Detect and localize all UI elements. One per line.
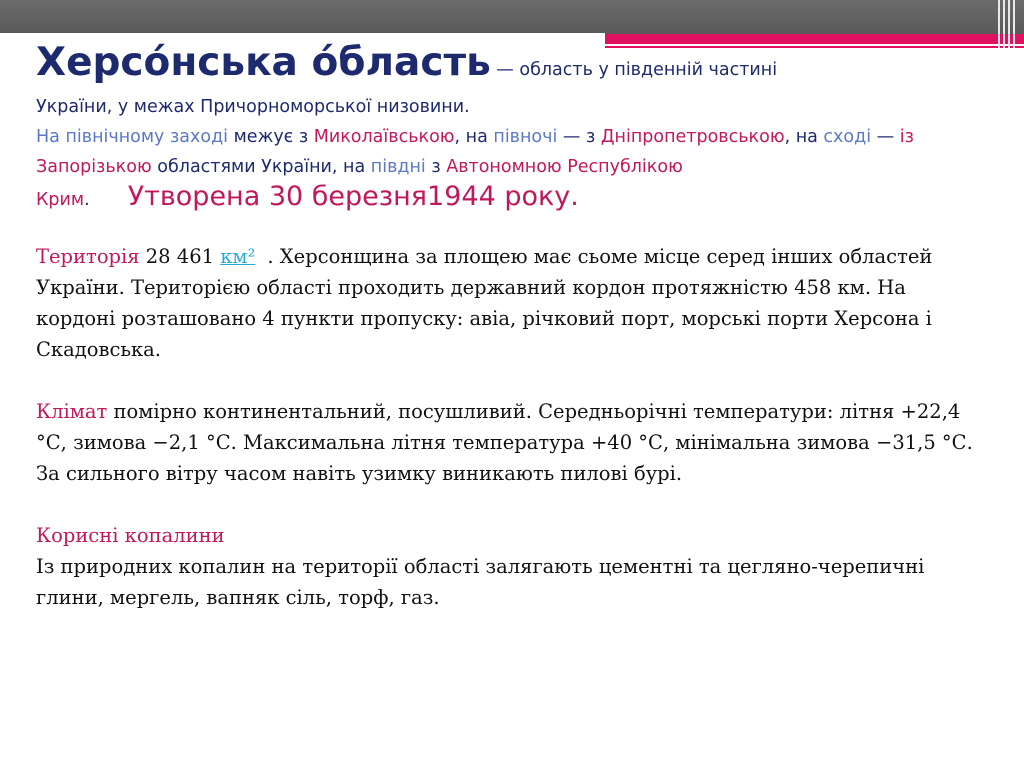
slide-title: Херсо́нська о́бласть: [36, 40, 491, 85]
minerals-heading: Корисні копалини: [36, 524, 225, 547]
regions-text: областями України, на: [151, 157, 371, 177]
crimea-label: Крим: [36, 190, 85, 210]
crimea-region: Автономною Республікою: [446, 157, 683, 177]
north-label: півночі: [493, 127, 558, 147]
zaporizhzhia-region: із Запорізькою: [36, 127, 914, 177]
details: [36, 241, 986, 613]
climate-text: помірно континентальний, посушливий. Середньорічні температури: літня +22,4 °С, зимова −2,1 °С. Максимальна літня температура +40 °С, мінімальна зимова −31,5 °С. За сильного вітру часом навіть узимку виникають пилові бурі.: [36, 400, 973, 485]
separator: — з: [557, 127, 601, 147]
minerals-section: [36, 520, 986, 613]
formation-dot: .: [570, 181, 579, 212]
title-tail: — область у південній частині: [490, 60, 778, 80]
borders-text: межує з: [228, 127, 314, 147]
territory-heading: Територія: [36, 245, 140, 268]
separator: —: [871, 127, 900, 147]
mykolaiv-region: Миколаївською: [313, 127, 455, 147]
territory-value: 28 461: [139, 245, 221, 268]
decorative-stripes: [998, 0, 1018, 48]
period: .: [84, 190, 90, 210]
separator: , на: [784, 127, 824, 147]
territory-section: [36, 241, 986, 365]
intro-paragraph: [36, 34, 986, 215]
south-label: півдні: [370, 157, 426, 177]
formation-date: [128, 181, 579, 212]
top-bar: [0, 0, 1024, 34]
separator: , на: [454, 127, 494, 147]
intro-line: України, у межах Причорноморської низовини.: [36, 97, 470, 117]
climate-section: [36, 396, 986, 489]
northwest-label: На північному заході: [36, 127, 229, 147]
separator: з: [425, 157, 447, 177]
climate-heading: Клімат: [36, 400, 108, 423]
east-label: сході: [823, 127, 872, 147]
dnipro-region: Дніпропетровською: [600, 127, 785, 147]
formation-text: Утворена 30 березня1944 року: [127, 181, 571, 212]
unit-link[interactable]: км²: [220, 245, 256, 268]
minerals-text: Із природних копалин на території області залягають цементні та цегляно-черепичні глини, мергель, вапняк сіль, торф, газ.: [36, 555, 925, 609]
slide-content: [36, 34, 986, 644]
territory-text: . Херсонщина за площею має сьоме місце серед інших областей України. Територією області проходить державний кордон протяжністю 458 км. На кордоні розташовано 4 пункти пропуску: авіа, річковий порт, морські порти Херсона і Скадовська.: [36, 245, 933, 361]
